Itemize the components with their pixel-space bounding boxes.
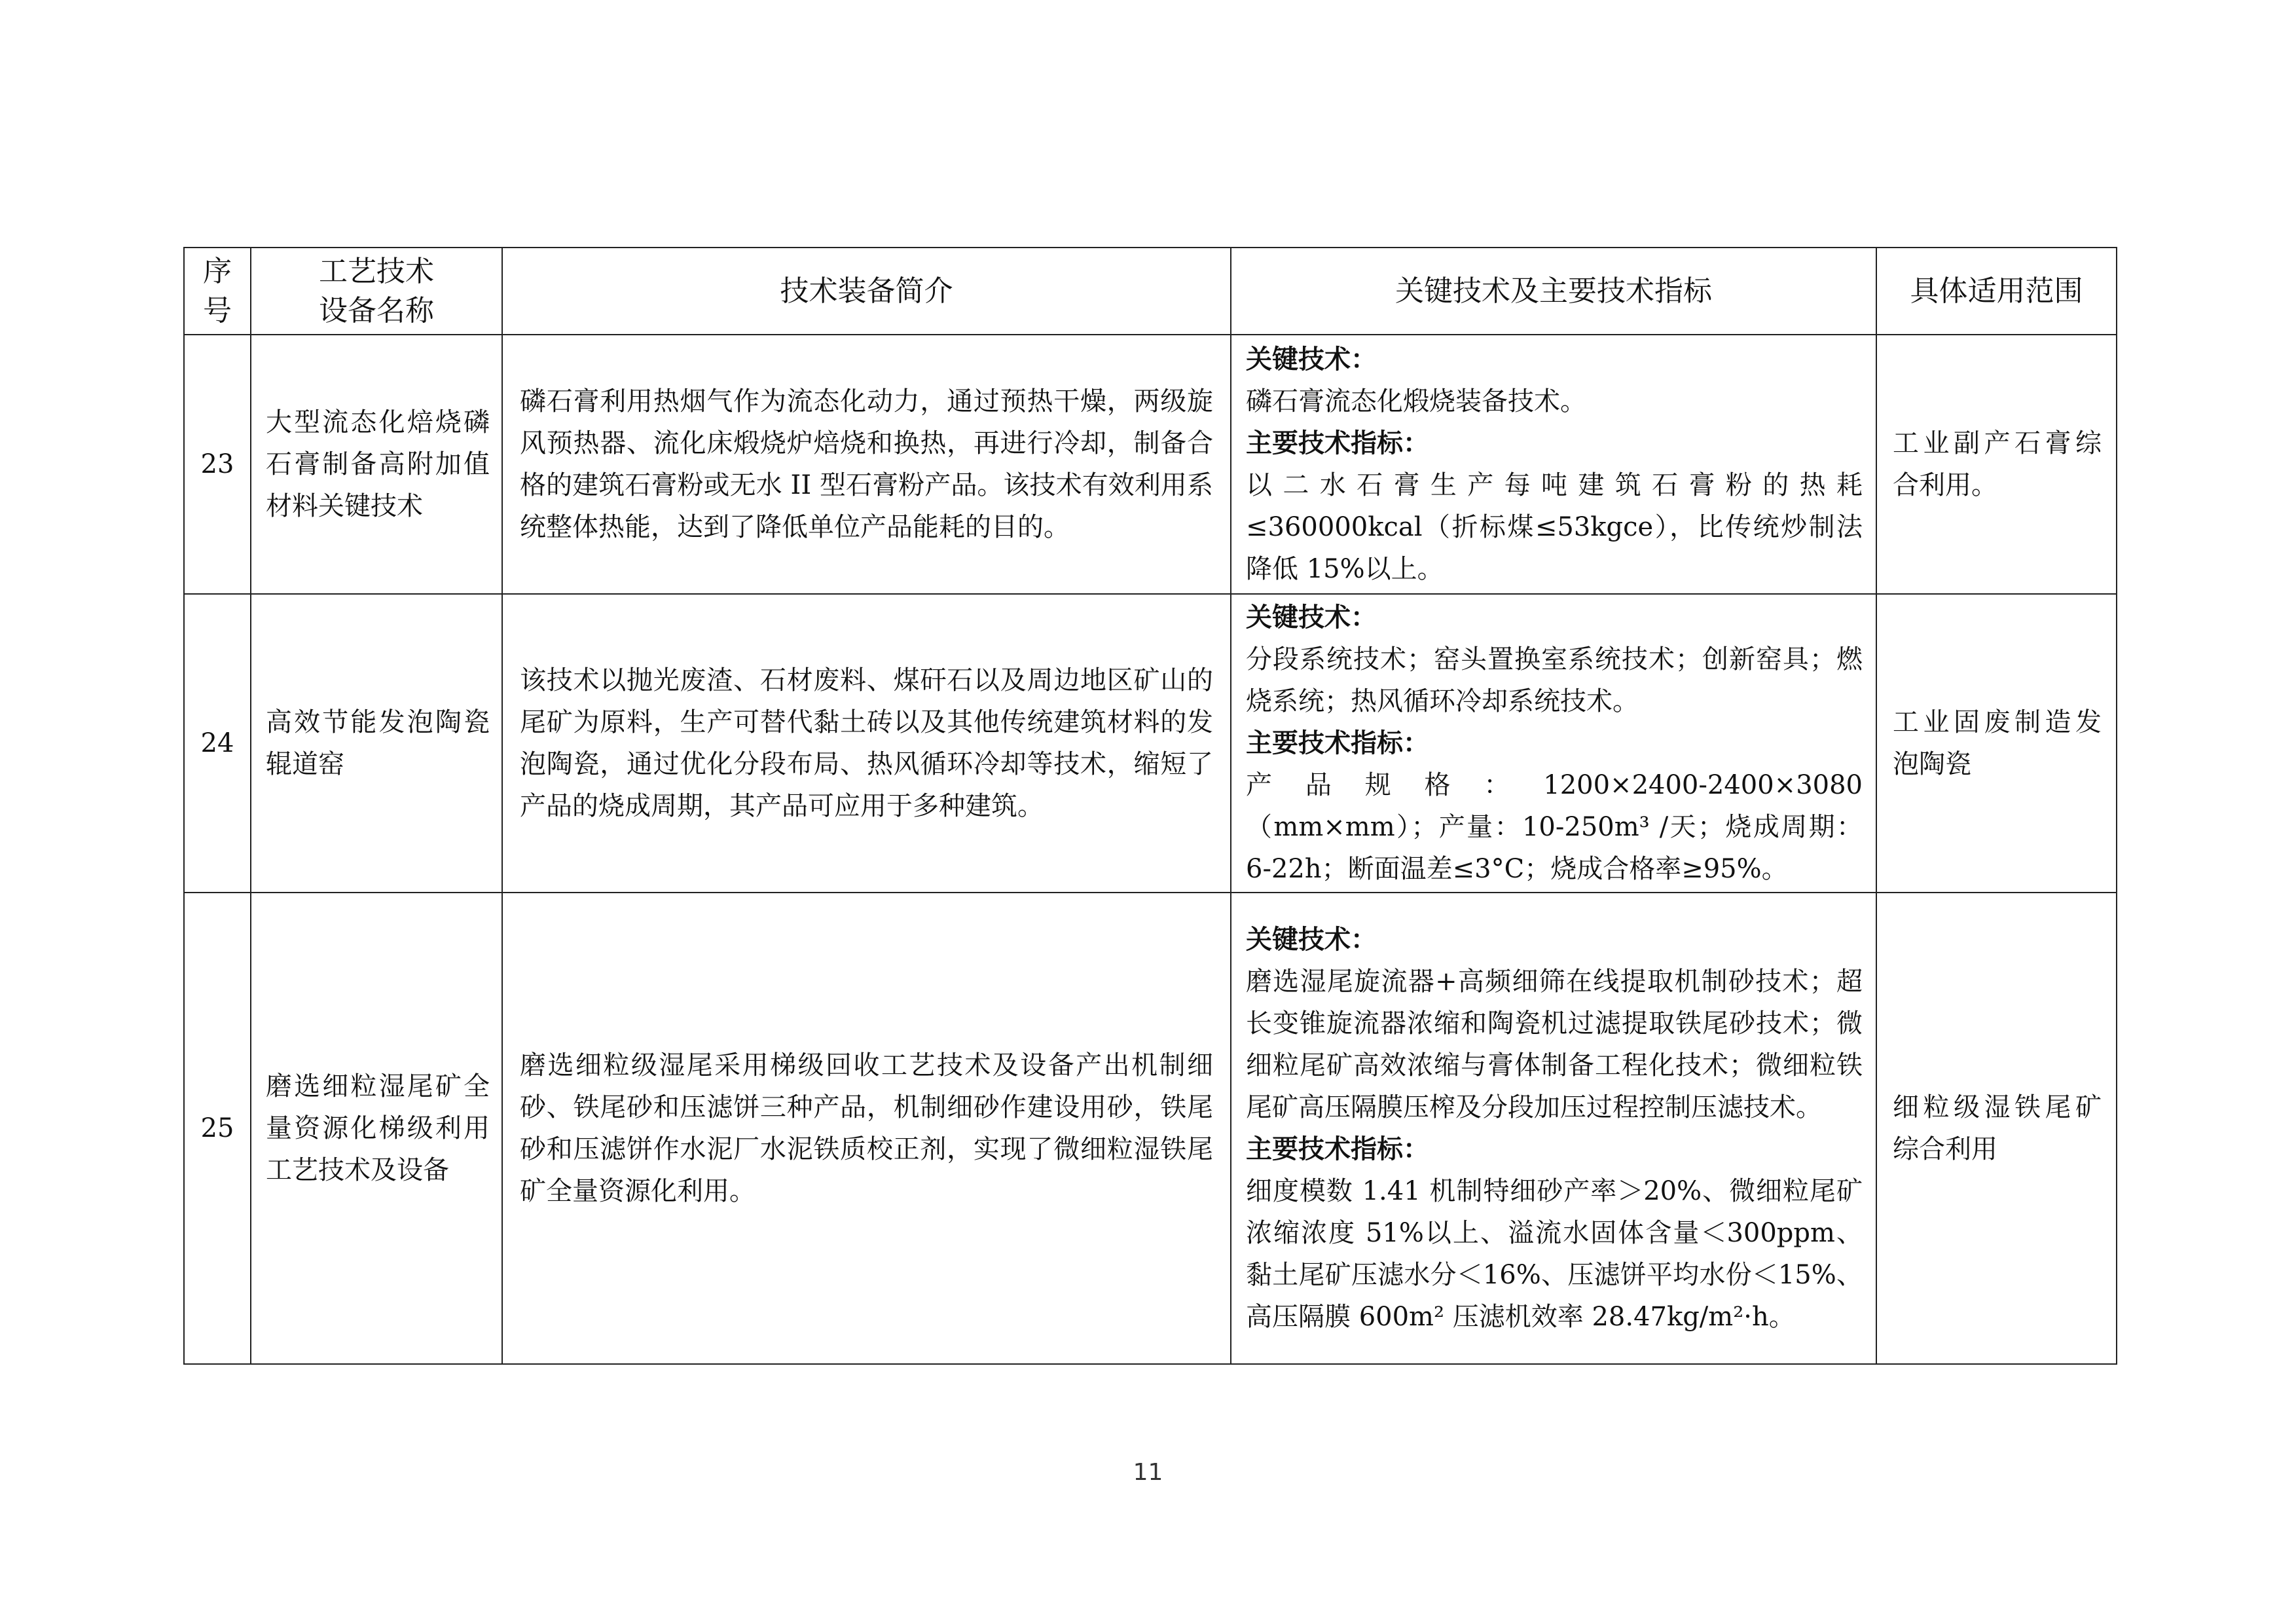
- key-tech-text: 磷石膏流态化煅烧装备技术。: [1246, 386, 1586, 416]
- row-name: 大型流态化焙烧磷石膏制备高附加值材料关键技术: [251, 335, 502, 594]
- row-key-cell: [1231, 594, 1876, 893]
- header-intro: 技术装备简介: [502, 248, 1231, 335]
- row-name: 高效节能发泡陶瓷辊道窑: [251, 594, 502, 893]
- table-header-row: [184, 248, 2117, 335]
- indicator-heading: 主要技术指标：: [1246, 728, 1429, 758]
- indicator-text: 细度模数 1.41 机制特细砂产率＞20%、微细粒尾矿浓缩浓度 51%以上、溢流水固体含量＜300ppm、黏土尾矿压滤水分＜16%、压滤饼平均水份＜15%、高压隔膜 600m² 压滤机效率 28.47kg/m²·h。: [1246, 1176, 1863, 1332]
- indicator-heading: 主要技术指标：: [1246, 1134, 1429, 1164]
- header-key: 关键技术及主要技术指标: [1231, 248, 1876, 335]
- indicator-heading: 主要技术指标：: [1246, 428, 1429, 458]
- indicator-text: 以二水石膏生产每吨建筑石膏粉的热耗≤360000kcal（折标煤≤53kgce），比传统炒制法降低 15%以上。: [1246, 470, 1863, 584]
- row-intro: 磨选细粒级湿尾采用梯级回收工艺技术及设备产出机制细砂、铁尾砂和压滤饼三种产品，机制细砂作建设用砂，铁尾砂和压滤饼作水泥厂水泥铁质校正剂，实现了微细粒湿铁尾矿全量资源化利用。: [502, 893, 1231, 1364]
- key-tech-text: 磨选湿尾旋流器+高频细筛在线提取机制砂技术；超长变锥旋流器浓缩和陶瓷机过滤提取铁尾砂技术；微细粒尾矿高效浓缩与膏体制备工程化技术；微细粒铁尾矿高压隔膜压榨及分段加压过程控制压滤技术。: [1246, 967, 1863, 1122]
- key-tech-text: 分段系统技术；窑头置换室系统技术；创新窑具；燃烧系统；热风循环冷却系统技术。: [1246, 644, 1863, 716]
- technology-table: [183, 247, 2117, 1365]
- indicator-text: 产品规格：1200×2400-2400×3080（mm×mm）；产量：10-250m³ /天；烧成周期：6-22h；断面温差≤3°C；烧成合格率≥95%。: [1246, 770, 1863, 884]
- row-seq: 25: [184, 893, 251, 1364]
- header-seq: [184, 248, 251, 335]
- table-row: [184, 335, 2117, 594]
- row-scope: 工业副产石膏综合利用。: [1876, 335, 2117, 594]
- row-scope: 细粒级湿铁尾矿综合利用: [1876, 893, 2117, 1364]
- row-seq: 24: [184, 594, 251, 893]
- row-scope: 工业固废制造发泡陶瓷: [1876, 594, 2117, 893]
- row-intro: 该技术以抛光废渣、石材废料、煤矸石以及周边地区矿山的尾矿为原料，生产可替代黏土砖以及其他传统建筑材料的发泡陶瓷，通过优化分段布局、热风循环冷却等技术，缩短了产品的烧成周期，其产品可应用于多种建筑。: [502, 594, 1231, 893]
- row-name: 磨选细粒湿尾矿全量资源化梯级利用工艺技术及设备: [251, 893, 502, 1364]
- table-row: [184, 893, 2117, 1364]
- row-intro: 磷石膏利用热烟气作为流态化动力，通过预热干燥，两级旋风预热器、流化床煅烧炉焙烧和换热，再进行冷却，制备合格的建筑石膏粉或无水 II 型石膏粉产品。该技术有效利用系统整体热能，达到了降低单位产品能耗的目的。: [502, 335, 1231, 594]
- header-seq-line1: 序: [203, 254, 232, 288]
- header-name-line1: 工艺技术: [319, 254, 434, 288]
- page-number: 11: [1133, 1459, 1163, 1486]
- row-key-cell: [1231, 335, 1876, 594]
- header-name: [251, 248, 502, 335]
- row-seq: 23: [184, 335, 251, 594]
- header-scope: 具体适用范围: [1876, 248, 2117, 335]
- header-seq-line2: 号: [203, 293, 232, 327]
- key-tech-heading: 关键技术：: [1246, 344, 1377, 375]
- header-name-line2: 设备名称: [319, 293, 434, 327]
- table-row: [184, 594, 2117, 893]
- key-tech-heading: 关键技术：: [1246, 924, 1377, 955]
- row-key-cell: [1231, 893, 1876, 1364]
- key-tech-heading: 关键技术：: [1246, 602, 1377, 633]
